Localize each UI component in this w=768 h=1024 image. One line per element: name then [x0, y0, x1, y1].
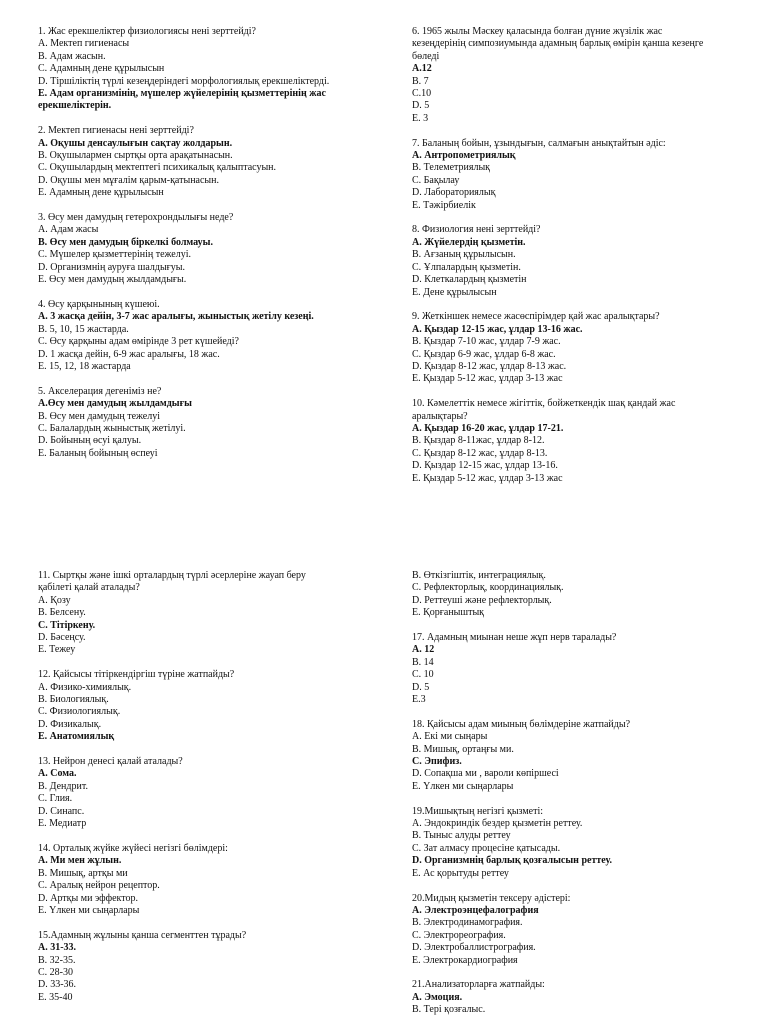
question-block	[412, 806, 757, 880]
answer-option: B. 7	[412, 75, 429, 87]
spacer	[38, 744, 383, 756]
answer-option: B. Дендрит.	[38, 780, 88, 792]
spacer	[412, 299, 757, 311]
answer-option: E. Ас қорытуды реттеу	[412, 867, 509, 879]
answer-option: B. Белсену.	[38, 607, 86, 619]
column-top-right	[412, 26, 757, 485]
answer-option: E. Тежеу	[38, 644, 76, 656]
question-block	[38, 570, 383, 657]
question-text: 17. Адамның миынан неше жұп нерв таралады?	[412, 632, 617, 644]
question-text: 4. Өсу қарқынының күшеюі.	[38, 298, 160, 310]
answer-option: B. 14	[412, 656, 434, 668]
question-block	[412, 979, 757, 1016]
spacer	[412, 706, 757, 718]
answer-option: D. Лабораториялық	[412, 187, 496, 199]
question-block	[38, 930, 383, 1004]
answer-option: C. Ұлпалардың қызметін.	[412, 261, 521, 273]
question-block	[38, 212, 383, 286]
answer-option: C. Мүшелер қызметтерінің тежелуі.	[38, 249, 192, 261]
question-text: 19.Мишықтың негізгі қызметі:	[412, 805, 544, 817]
answer-option: D. Сопақша ми , вароли көпіршесі	[412, 768, 559, 780]
answer-option: E. Өсу мен дамудың жылдамдығы.	[38, 274, 187, 286]
answer-option: E. Үлкен ми сыңарлары	[412, 780, 514, 792]
question-block	[412, 311, 757, 385]
answer-option: D. Тіршіліктің түрлі кезеңдеріндегі морфологиялық ерекшеліктерді.	[38, 75, 330, 87]
question-text: 18. Қайсысы адам миының бөлімдеріне жатпайды?	[412, 718, 631, 730]
answer-option: C. Қыздар 8-12 жас, ұлдар 8-13.	[412, 447, 548, 459]
answer-option-correct: A. Сома.	[38, 768, 77, 780]
question-text: 20.Мидың қызметін тексеру әдістері:	[412, 892, 571, 904]
answer-option-correct: E. Анатомиялық	[38, 731, 115, 743]
answer-option: A. Адам жасы	[38, 224, 99, 236]
answer-option: B. Өткізгіштік, интеграциялық.	[412, 570, 546, 581]
answer-option: A. Мектеп гигиенасы	[38, 38, 130, 50]
column-top-left	[38, 26, 383, 460]
question-block	[38, 125, 383, 199]
question-block	[412, 398, 757, 485]
answer-option-correct: A. Оқушы денсаулығын сақтау жолдарын.	[38, 137, 233, 149]
answer-option: C. Бақылау	[412, 174, 460, 186]
answer-option: E. Қыздар 5-12 жас, ұлдар 3-13 жас	[412, 373, 563, 385]
question-block	[38, 26, 383, 113]
question-block	[412, 632, 757, 706]
answer-option-correct: A. 31-33.	[38, 942, 77, 954]
question-block	[38, 386, 383, 460]
answer-option: D. 33-36.	[38, 979, 77, 991]
question-block	[412, 138, 757, 212]
answer-option: B. Қыздар 8-11жас, ұлдар 8-12.	[412, 435, 545, 447]
question-text: 6. 1965 жылы Мәскеу қаласында болған дүние жүзілік жас кезеңдерінің симпозиумында адамның барлық өмірін қанша кезеңге бөледі	[412, 26, 704, 62]
question-text: 21.Анализаторларға жатпайды:	[412, 979, 545, 991]
answer-option: A. Эндокриндік бездер қызметін реттеу.	[412, 818, 583, 830]
spacer	[412, 386, 757, 398]
answer-option-correct: A. Қыздар 12-15 жас, ұлдар 13-16 жас.	[412, 323, 583, 335]
answer-option: C. Балалардың жыныстық жетілуі.	[38, 422, 186, 434]
answer-option: D. Организмнің ауруға шалдығуы.	[38, 261, 185, 273]
question-block	[412, 570, 757, 620]
answer-option: D. Қыздар 12-15 жас, ұлдар 13-16.	[412, 460, 558, 472]
answer-option: C. Аралық нейрон рецептор.	[38, 880, 160, 892]
question-block	[38, 843, 383, 917]
answer-option: B. Қыздар 7-10 жас, ұлдар 7-9 жас.	[412, 336, 561, 348]
answer-option: B. Ағзаның құрылысын.	[412, 249, 516, 261]
spacer	[412, 967, 757, 979]
question-text: 7. Баланың бойын, ұзындығын, салмағын анықтайтын әдіс:	[412, 137, 666, 149]
answer-option: E. 3	[412, 112, 429, 124]
answer-option: D. Синапс.	[38, 805, 85, 817]
answer-option: C.10	[412, 88, 432, 100]
answer-option: E. 35-40	[38, 991, 73, 1003]
question-text: 14. Орталық жүйке жүйесі негізгі бөлімдері:	[38, 842, 228, 854]
answer-option-correct: C. Тітіркену.	[38, 619, 96, 631]
answer-option-correct: A. Электроэнцефалография	[412, 904, 539, 916]
answer-option: E.3	[412, 694, 426, 706]
answer-option: B. Мишық, артқы ми	[38, 867, 128, 879]
answer-option-correct: A.Өсу мен дамудың жылдамдығы	[38, 398, 192, 410]
answer-option-correct: A. 3 жасқа дейін, 3-7 жас аралығы, жыныстық жетілу кезеңі.	[38, 311, 314, 323]
spacer	[38, 657, 383, 669]
answer-option: D. 5	[412, 681, 430, 693]
spacer	[38, 831, 383, 843]
answer-option: E. Медиатр	[38, 818, 87, 830]
answer-option: B. Өсу мен дамудың тежелуі	[38, 410, 160, 422]
answer-option: D. Электробаллистрография.	[412, 942, 536, 954]
answer-option: C. Электрореография.	[412, 929, 506, 941]
column-bottom-left	[38, 570, 383, 1004]
answer-option: C. Өсу қарқыны адам өмірінде 3 рет күшейеді?	[38, 336, 239, 348]
answer-option: B. Мишық, ортаңғы ми.	[412, 743, 514, 755]
answer-option: C. Адамның дене құрылысын	[38, 63, 165, 75]
question-block	[38, 756, 383, 830]
question-text: 9. Жеткіншек немесе жасөспірімдер қай жас аралықтары?	[412, 311, 660, 323]
answer-option: D. Клеткалардың қызметін	[412, 274, 527, 286]
question-text: 3. Өсу мен дамудың гетерохрондылығы неде?	[38, 212, 234, 224]
question-text: 10. Кәмелеттік немесе жігіттік, бойжеткендік шақ қандай жас аралықтары?	[412, 398, 676, 422]
question-text: 13. Нейрон денесі қалай аталады?	[38, 756, 183, 768]
question-block	[412, 719, 757, 793]
answer-option: E. Баланың бойының өспеуі	[38, 447, 158, 459]
answer-option: B. Электродинамография.	[412, 917, 523, 929]
answer-option: B. Биологиялық.	[38, 694, 109, 706]
answer-option-correct: A. Қыздар 16-20 жас, ұлдар 17-21.	[412, 422, 564, 434]
spacer	[38, 113, 383, 125]
answer-option-correct: A.12	[412, 63, 432, 75]
answer-option: B. Телеметриялық	[412, 162, 491, 174]
answer-option: C. Рефлекторлық, координациялық.	[412, 582, 564, 594]
answer-option-correct: A. Эмоция.	[412, 991, 463, 1003]
answer-option-correct: C. Эпифиз.	[412, 756, 462, 768]
question-text: 15.Адамның жұлыны қанша сегменттен тұрады?	[38, 929, 247, 941]
answer-option: D. Артқы ми эффектор.	[38, 892, 138, 904]
question-block	[38, 669, 383, 743]
answer-option: E. Қорғаныштық	[412, 607, 485, 619]
spacer	[38, 917, 383, 929]
question-text: 5. Акселерация дегеніміз не?	[38, 385, 162, 397]
answer-option: B. 32-35.	[38, 954, 76, 966]
question-text: 1. Жас ерекшеліктер физиологиясы нені зерттейді?	[38, 26, 256, 37]
answer-option-correct: B. Өсу мен дамудың біркелкі болмауы.	[38, 236, 213, 248]
question-block	[38, 299, 383, 373]
answer-option: C. Қыздар 6-9 жас, ұлдар 6-8 жас.	[412, 348, 556, 360]
spacer	[412, 212, 757, 224]
answer-option: E. Дене құрылысын	[412, 286, 497, 298]
answer-option: B. Тері қозғалыс.	[412, 1004, 486, 1016]
answer-option: E. Үлкен ми сыңарлары	[38, 904, 140, 916]
answer-option: E. Қыздар 5-12 жас, ұлдар 3-13 жас	[412, 472, 563, 484]
answer-option: D. Бойының өсуі қалуы.	[38, 435, 142, 447]
question-text: 11. Сыртқы және ішкі орталардың түрлі әсерлеріне жауап беру қабілеті қалай аталады?	[38, 570, 306, 594]
answer-option: B. Тыныс алуды реттеу	[412, 830, 511, 842]
question-text: 8. Физиология нені зерттейді?	[412, 224, 541, 236]
answer-option: B. Оқушылармен сыртқы орта арақатынасын.	[38, 150, 233, 162]
answer-option: C. Глия.	[38, 793, 73, 805]
answer-option-correct: A. Ми мен жұлын.	[38, 855, 122, 867]
question-text: 12. Қайсысы тітіркендіргіш түріне жатпайды?	[38, 669, 235, 681]
spacer	[38, 287, 383, 299]
answer-option: A. Қозу	[38, 594, 71, 606]
spacer	[412, 125, 757, 137]
answer-option-correct: E. Адам организмінің, мүшелер жүйелерінің қызметтерінің жас ерекшеліктерін.	[38, 88, 326, 112]
answer-option-correct: A. Антропометриялық	[412, 150, 516, 162]
answer-option-correct: A. Жүйелердің қызметін.	[412, 236, 526, 248]
answer-option: E. 15, 12, 18 жастарда	[38, 360, 131, 372]
answer-option: C. Зат алмасу процесіне қатысады.	[412, 842, 561, 854]
answer-option: D. Бәсеңсу.	[38, 632, 86, 644]
answer-option: C. Физиологиялық.	[38, 706, 121, 718]
column-bottom-right	[412, 570, 757, 1017]
question-text: 2. Мектеп гигиенасы нені зерттейді?	[38, 125, 194, 137]
spacer	[412, 880, 757, 892]
answer-option: E. Тәжірбиелік	[412, 199, 476, 211]
answer-option-correct: A. 12	[412, 644, 435, 656]
answer-option: D. 5	[412, 100, 430, 112]
question-block	[412, 224, 757, 298]
answer-option: D. Оқушы мен мұғалім қарым-қатынасын.	[38, 174, 219, 186]
answer-option: E. Адамның дене құрылысын	[38, 187, 164, 199]
answer-option: B. Адам жасын.	[38, 50, 106, 62]
spacer	[412, 793, 757, 805]
answer-option-correct: D. Организмнің барлық қозғалысын реттеу.	[412, 855, 612, 867]
spacer	[412, 620, 757, 632]
spacer	[38, 200, 383, 212]
answer-option: D. Физикалық.	[38, 718, 102, 730]
question-block	[412, 893, 757, 967]
answer-option: C. Оқушылардың мектептегі психикалық қалыптасуын.	[38, 162, 277, 174]
answer-option: A. Физико-химиялық.	[38, 681, 132, 693]
answer-option: A. Екі ми сыңары	[412, 731, 488, 743]
answer-option: C. 28-30	[38, 966, 73, 978]
spacer	[38, 373, 383, 385]
answer-option: B. 5, 10, 15 жастарда.	[38, 323, 129, 335]
question-block	[412, 26, 757, 125]
answer-option: E. Электрокардиография	[412, 954, 518, 966]
answer-option: C. 10	[412, 669, 434, 681]
answer-option: D. 1 жасқа дейін, 6-9 жас аралығы, 18 жас.	[38, 348, 220, 360]
answer-option: D. Реттеуші және рефлекторлық.	[412, 594, 552, 606]
answer-option: D. Қыздар 8-12 жас, ұлдар 8-13 жас.	[412, 360, 567, 372]
